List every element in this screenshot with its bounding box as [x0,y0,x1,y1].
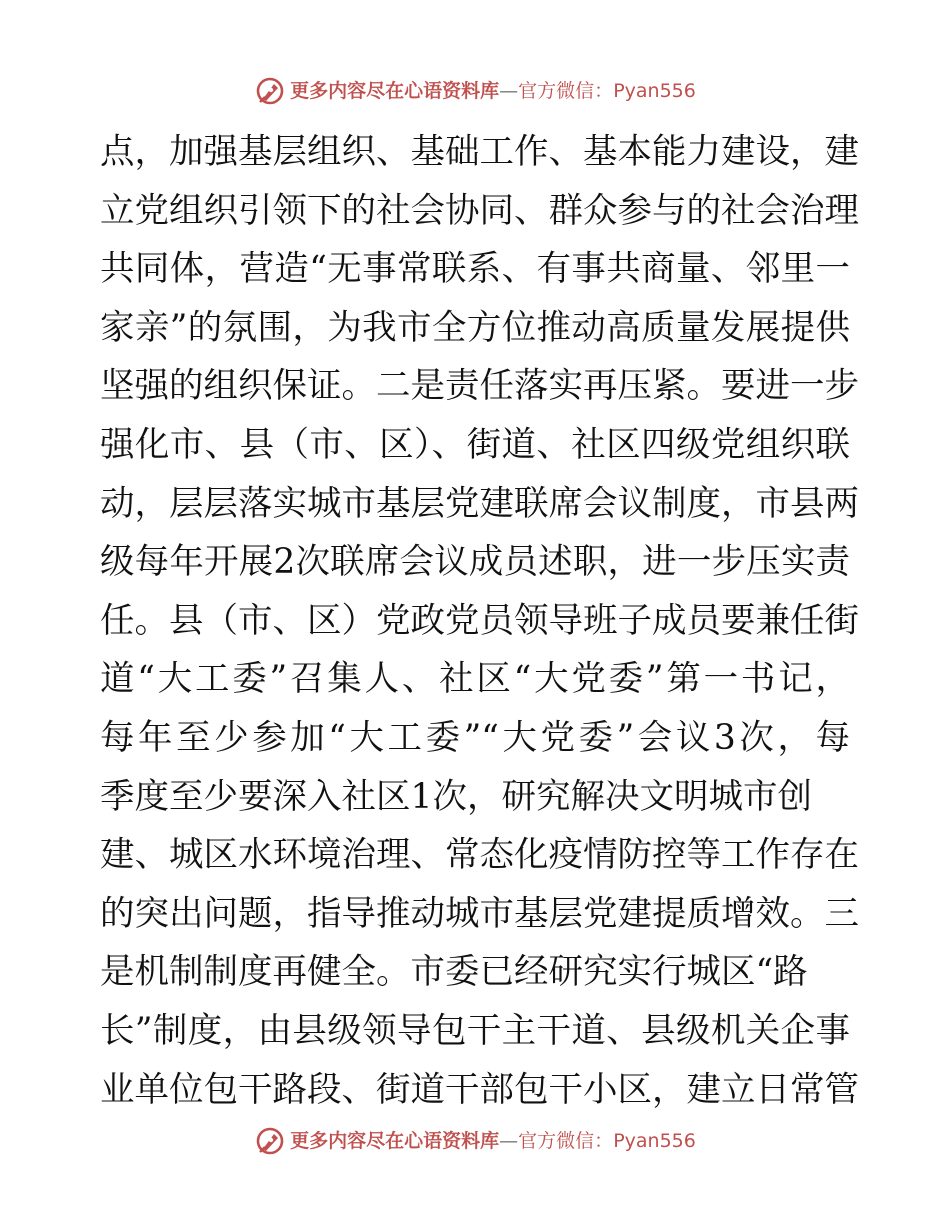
pen-nib-circle-logo-icon [254,1125,286,1157]
watermark-main-text: 更多内容尽在心语资料库 [290,80,500,102]
watermark-separator: — [499,80,519,102]
text-line: 坚强的组织保证。二是责任落实再压紧。要进一步 [100,366,859,407]
document-body [100,123,859,1119]
pen-nib-circle-logo-icon [254,75,286,107]
text-line: 季度至少要深入社区1次，研究解决文明城市创 [100,776,812,817]
watermark-wechat-id: Pyan556 [613,1130,696,1152]
text-line: 立党组织引领下的社会协同、群众参与的社会治理 [100,190,859,231]
text-line: 道“大工委”召集人、社区“大党委”第一书记， [100,659,850,700]
text-line: 建、城区水环境治理、常态化疫情防控等工作存在 [100,835,859,876]
text-line: 业单位包干路段、街道干部包干小区，建立日常管 [100,1069,859,1110]
header-watermark [0,74,950,108]
text-line: 任。县（市、区）党政党员领导班子成员要兼任街 [100,600,859,641]
watermark-official-label: 官方微信： [518,1130,614,1152]
text-line: 是机制制度再健全。市委已经研究实行城区“路 [100,952,808,993]
text-line: 动，层层落实城市基层党建联席会议制度，市县两 [100,483,859,524]
text-line: 的突出问题，指导推动城市基层党建提质增效。三 [100,893,859,934]
watermark-separator: — [499,1130,519,1152]
text-line: 级每年开展2次联席会议成员述职，进一步压实责 [100,542,850,583]
watermark-wechat-id: Pyan556 [613,80,696,102]
text-line: 共同体，营造“无事常联系、有事共商量、邻里一 [100,249,850,290]
text-line: 长”制度，由县级领导包干主干道、县级机关企事 [100,1010,850,1051]
text-line: 点，加强基层组织、基础工作、基本能力建设，建 [100,132,859,172]
text-line: 家亲”的氛围，为我市全方位推动高质量发展提供 [100,307,850,348]
text-line: 每年至少参加“大工委”“大党委”会议3次，每 [100,717,850,758]
text-line: 强化市、县（市、区）、街道、社区四级党组织联 [100,424,850,465]
watermark-main-text: 更多内容尽在心语资料库 [290,1130,500,1152]
footer-watermark [0,1124,950,1158]
watermark-official-label: 官方微信： [518,80,614,102]
